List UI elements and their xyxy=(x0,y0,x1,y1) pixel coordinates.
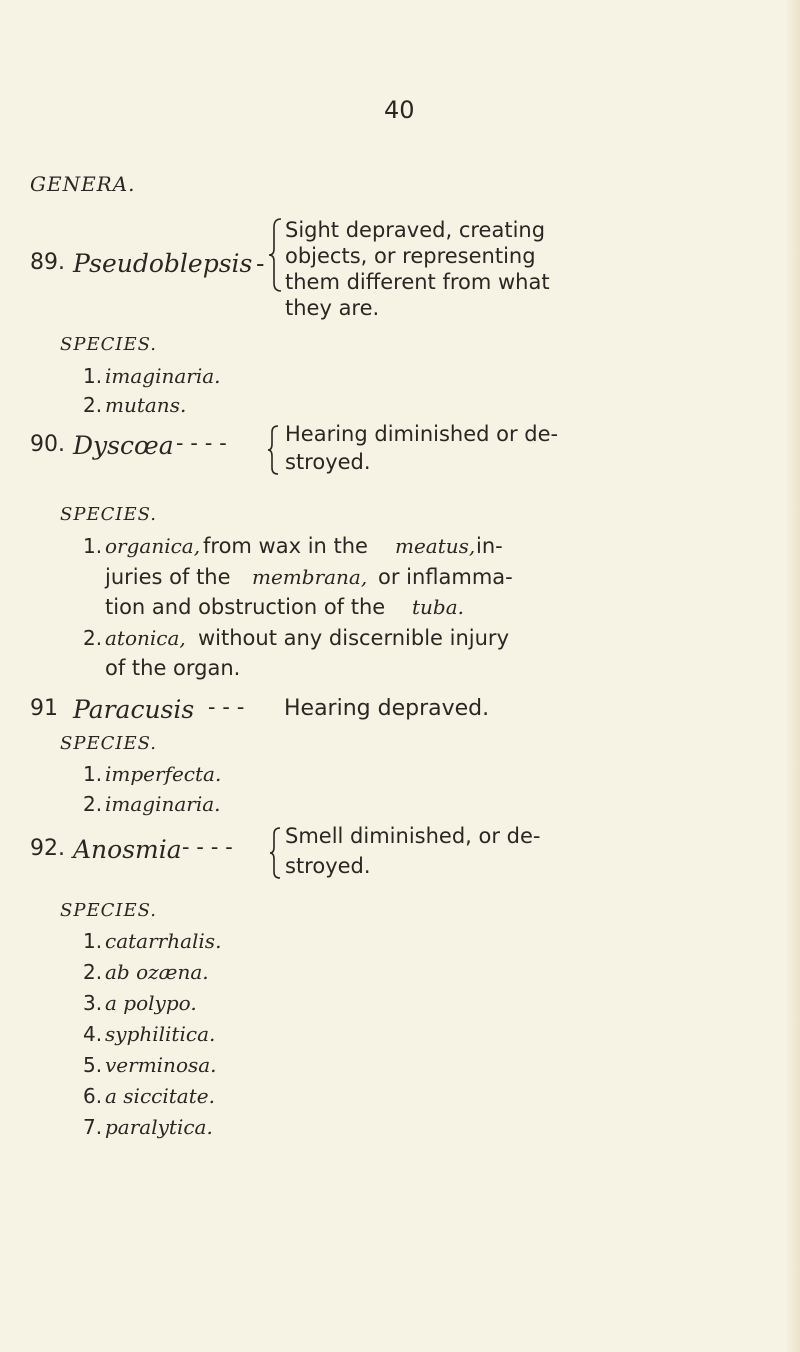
species-heading-89: SPECIES. xyxy=(60,334,158,355)
page-edge-shadow xyxy=(786,0,800,1352)
genus-desc-89-line3: them different from what xyxy=(285,270,550,294)
brace-90 xyxy=(266,424,280,476)
species-text: from wax in the xyxy=(203,534,368,558)
species-text: juries of the xyxy=(105,565,231,589)
species-name: paralytica. xyxy=(105,1115,213,1139)
species-name: imaginaria. xyxy=(105,792,221,816)
species-name: imaginaria. xyxy=(105,364,221,388)
species-text: without any discernible injury xyxy=(198,626,509,650)
genus-leader-91: - - - xyxy=(208,695,245,720)
species-text-italic: meatus, xyxy=(395,534,476,558)
species-text: tion and obstruction of the xyxy=(105,595,386,619)
species-num: 5. xyxy=(83,1053,103,1077)
species-heading-92: SPECIES. xyxy=(60,900,158,921)
species-heading-90: SPECIES. xyxy=(60,504,158,525)
species-name: syphilitica. xyxy=(105,1022,216,1046)
species-text-italic: membrana, xyxy=(252,565,368,589)
genera-heading: GENERA. xyxy=(30,172,136,196)
genus-number-91: 91 xyxy=(30,696,58,721)
species-num: 1. xyxy=(83,929,103,953)
species-num: 2. xyxy=(83,393,103,417)
species-name: organica, xyxy=(105,534,201,558)
species-num: 2. xyxy=(83,626,103,650)
species-name: catarrhalis. xyxy=(105,929,222,953)
species-num: 1. xyxy=(83,534,103,558)
species-text: in- xyxy=(476,534,503,558)
species-num: 1. xyxy=(83,762,103,786)
species-name: ab ozæna. xyxy=(105,960,209,984)
species-num: 2. xyxy=(83,960,103,984)
genus-name-paracusis: Paracusis xyxy=(73,695,195,724)
genus-leader-92: - - - - xyxy=(182,835,233,860)
genus-number-92: 92. xyxy=(30,836,65,861)
genus-desc-90-line2: stroyed. xyxy=(285,450,371,474)
genus-desc-89-line2: objects, or representing xyxy=(285,244,536,268)
genus-name-pseudoblepsis: Pseudoblepsis xyxy=(73,249,253,278)
genus-desc-89-line4: they are. xyxy=(285,296,380,320)
species-name: atonica, xyxy=(105,626,186,650)
species-num: 1. xyxy=(83,364,103,388)
genus-desc-90-line1: Hearing diminished or de- xyxy=(285,422,559,446)
page-number: 40 xyxy=(384,96,415,124)
species-heading-91: SPECIES. xyxy=(60,733,158,754)
genus-desc-89-line1: Sight depraved, creating xyxy=(285,218,546,242)
species-name: a polypo. xyxy=(105,991,197,1015)
genus-number-89: 89. xyxy=(30,250,65,275)
species-num: 2. xyxy=(83,792,103,816)
genus-leader-90: - - - - xyxy=(176,431,227,456)
species-name: imperfecta. xyxy=(105,762,222,786)
species-name: a siccitate. xyxy=(105,1084,215,1108)
genus-desc-92-line2: stroyed. xyxy=(285,854,371,878)
genus-desc-91-line1: Hearing depraved. xyxy=(284,696,490,721)
species-text: of the organ. xyxy=(105,656,241,680)
genus-name-dyscoea: Dyscœa xyxy=(73,431,174,460)
species-num: 4. xyxy=(83,1022,103,1046)
species-name: verminosa. xyxy=(105,1053,217,1077)
genus-leader-89: - xyxy=(256,249,265,278)
species-num: 3. xyxy=(83,991,103,1015)
species-text-italic: tuba. xyxy=(412,595,465,619)
species-name: mutans. xyxy=(105,393,187,417)
brace-92 xyxy=(268,826,282,880)
brace-89 xyxy=(267,217,283,293)
species-num: 6. xyxy=(83,1084,103,1108)
genus-name-anosmia: Anosmia xyxy=(73,835,182,864)
genus-desc-92-line1: Smell diminished, or de- xyxy=(285,824,541,848)
species-num: 7. xyxy=(83,1115,103,1139)
genus-number-90: 90. xyxy=(30,432,65,457)
species-text: or inflamma- xyxy=(378,565,513,589)
